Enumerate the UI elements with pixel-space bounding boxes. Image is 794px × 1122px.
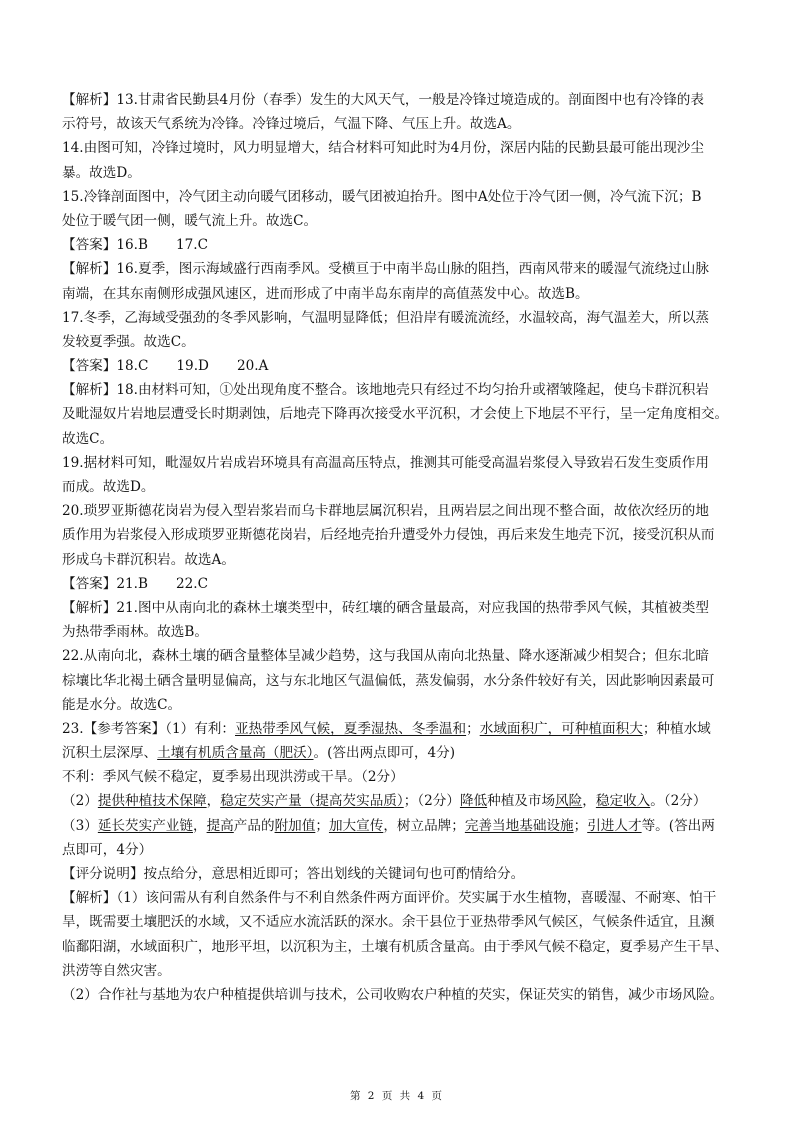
underlined-key-phrase: 亚热带季风气候，夏季湿热、冬季温和 [235,720,467,737]
underlined-key-phrase: 降低 [459,793,488,810]
text-line: 【解析】18.由材料可知，①处出现角度不整合。该地地壳只有经过不均匀抬升或褶皱隆起，使乌卡群沉积岩 [62,382,709,399]
text-line: 为热带季雨林。故选B。 [62,624,208,641]
underlined-key-phrase: 水域面积广，可种植面积大 [479,720,643,737]
text-line: 及毗湿奴片岩地层遭受长时期剥蚀，后地壳下降再次接受水平沉积，才会使上下地层不平行，呈一定角度相交。 [62,406,729,423]
underlined-key-phrase: 稳定芡实产量（提高芡实品质） [220,793,404,810]
answer-line-21-22 [62,572,742,596]
underlined-key-phrase: 引进人才 [587,817,642,834]
text-line: 处位于暖气团一侧，暖气流上升。故选C。 [62,212,318,229]
text-line: 20.琐罗亚斯德花岗岩为侵入型岩浆岩而乌卡群地层属沉积岩，且两岩层之间出现不整合面，故依次经历的地 [62,503,709,520]
text-line: 不利：季风气候不稳定，夏季易出现洪涝或干旱。（2分） [62,769,404,786]
text-line: 洪涝等自然灾害。 [62,962,171,979]
text-line: 【解析】16.夏季，图示海域盛行西南季风。受横亘于中南半岛山脉的阻挡，西南风带来的暖湿气流绕过山脉 [62,261,709,278]
text-line: 发较夏季强。故选C。 [62,333,195,350]
text-line: 15.冷锋剖面图中，冷气团主动向暖气团移动，暖气团被迫抬升。图中A处位于冷气团一侧，冷气流下沉；B [62,188,702,205]
text-line: 暴。故选D。 [62,164,141,181]
answer-content [62,88,742,1007]
text-line: 17.冬季，乙海域受强劲的冬季风影响，气温明显降低；但沿岸有暖流流经，水温较高，海气温差大，所以蒸 [62,309,709,326]
underlined-key-phrase: 提供种植技术保障 [97,793,207,810]
answer-21: 【答案】21.B [62,575,148,592]
underlined-key-phrase: 加大宣传 [328,817,384,834]
underlined-key-phrase: 稳定收入 [595,793,651,810]
q23-part3-answer: （3）延长芡实产业链，提高产品的附加值；加大宣传，树立品牌；完善当地基础设施；引进人才等。(答出两 [62,817,715,834]
underlined-key-phrase: 延长芡实产业链 [97,817,193,834]
text-line: 示符号，故该天气系统为冷锋。冷锋过境后，气温下降、气压上升。故选A。 [62,116,521,133]
text-line: 【解析】13.甘肃省民勤县4月份（春季）发生的大风天气，一般是冷锋过境造成的。剖面图中也有冷锋的表 [62,92,704,108]
underlined-key-phrase: 风险 [555,793,583,810]
q23-answer-line-2: 沉积土层深厚、土壤有机质含量高（肥沃）。(答出两点即可，4分) [62,745,456,762]
text-line: 形成乌卡群沉积岩。故选A。 [62,551,235,568]
text-line: 19.据材料可知，毗湿奴片岩成岩环境具有高温高压特点，推测其可能受高温岩浆侵入导致岩石发生变质作用 [62,454,709,471]
text-line: 而成。故选D。 [62,479,155,495]
text-line: 棕壤比华北褐土硒含量明显偏高，这与东北地区气温偏低，蒸发偏弱，水分条件较好有关，因此影响因素最可 [62,672,715,689]
text-line: 临鄱阳湖，水域面积广，地形平坦，以沉积为主，土壤有机质含量高。由于季风气候不稳定，夏季易产生干旱、 [62,938,729,955]
answer-16: 【答案】16.B [62,237,148,254]
page-number: 第 2 页 共 4 页 [349,1090,445,1102]
answer-17: 17.C [175,237,209,254]
text-line: 22.从南向北，森林土壤的硒含量整体呈减少趋势，这与我国从南向北热量、降水逐渐减少相契合；但东北暗 [62,648,709,665]
text-line: 南端，在其东南侧形成强风速区，进而形成了中南半岛东南岸的高值蒸发中心。故选B。 [62,285,589,302]
underlined-key-phrase: 提高 [206,817,234,834]
text-line: 【解析】（1）该问需从有利自然条件与不利自然条件两方面评价。芡实属于水生植物，喜暖湿、不耐寒、怕干 [62,890,717,907]
text-line: 【解析】21.图中从南向北的森林土壤类型中，砖红壤的硒含量最高，对应我国的热带季风气候，其植被类型 [62,599,709,616]
answer-19: 19.D [176,358,209,375]
answer-line-16-17 [62,233,742,257]
underlined-key-phrase: 土壤有机质含量高（肥沃） [157,745,314,762]
text-line: 【评分说明】按点给分，意思相近即可；答出划线的关键词句也可酌情给分。 [62,866,525,882]
q23-part2-answer: （2）提供种植技术保障，稳定芡实产量（提高芡实品质）；（2分）降低种植及市场风险，稳定收入。（2分） [62,793,707,810]
text-line: 点即可，4分） [62,841,153,858]
underlined-key-phrase: 完善当地基础设施 [464,817,574,834]
text-line: 故选C。 [62,430,114,447]
answer-line-18-20 [62,354,742,378]
answer-18: 【答案】18.C [62,358,149,375]
underlined-key-phrase: 附加值 [274,817,316,834]
text-line: （2）合作社与基地为农户种植提供培训与技术，公司收购农户种植的芡实，保证芡实的销售，减少市场风险。 [62,986,724,1003]
text-line: 旱，既需要土壤肥沃的水域，又不适应水流活跃的深水。余干县位于亚热带季风气候区，气候条件适宜，且濒 [62,914,715,931]
text-line: 能是水分。故选C。 [62,696,182,713]
answer-20: 20.A [236,358,269,375]
text-line: 14.由图可知，冷锋过境时，风力明显增大，结合材料可知此时为4月份，深居内陆的民勤县最可能出现沙尘 [62,140,704,157]
text-line: 质作用为岩浆侵入形成琐罗亚斯德花岗岩，后经地壳抬升遭受外力侵蚀，再后来发生地壳下沉，接受沉积从而 [62,527,715,544]
answer-22: 22.C [175,575,209,592]
q23-answer-line-1: 23.【参考答案】（1）有利：亚热带季风气候，夏季湿热、冬季温和；水域面积广，可种植面积大；种植水域 [62,720,711,737]
